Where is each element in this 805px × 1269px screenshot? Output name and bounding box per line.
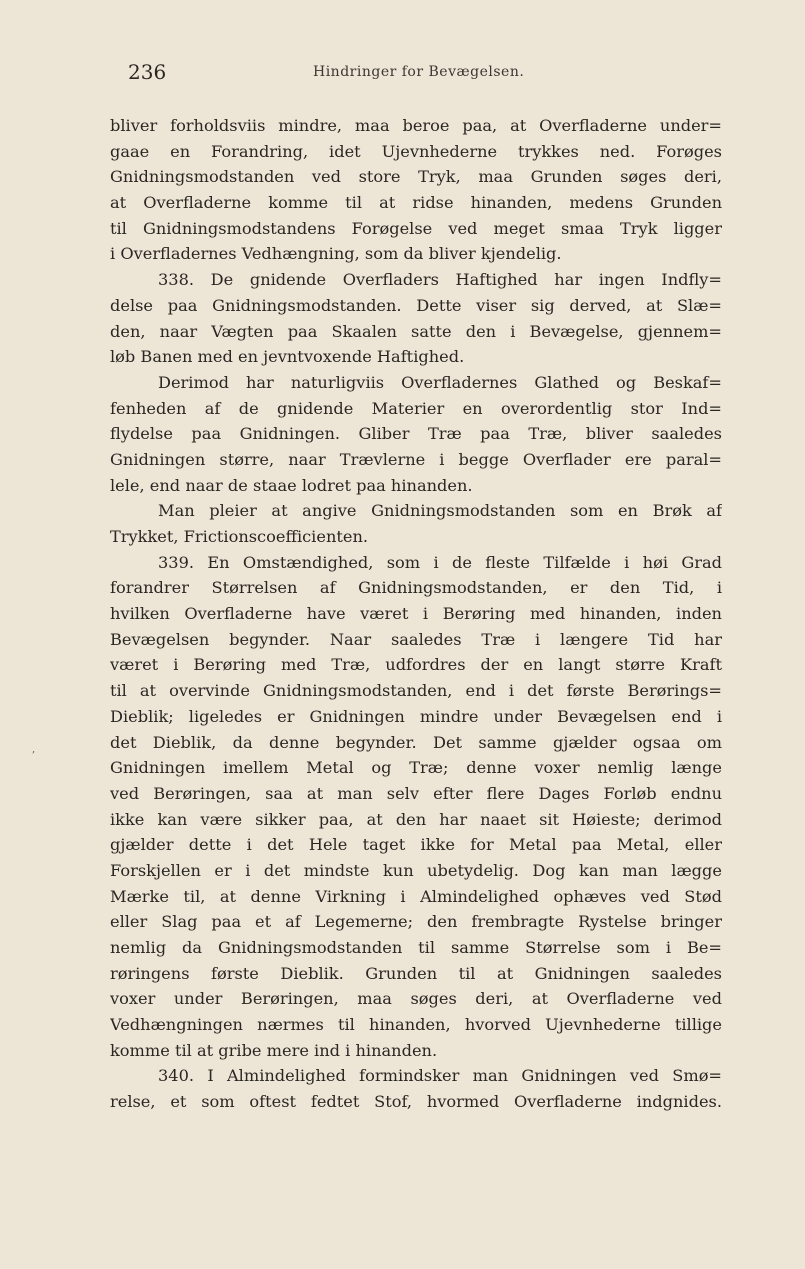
text-line: ved Berøringen, saa at man selv efter flere Dages Forløb endnu bbox=[110, 783, 722, 803]
page-number: 236 bbox=[128, 60, 167, 84]
text-line: komme til at gribe mere ind i hinanden. bbox=[110, 1040, 438, 1060]
text-line: Gnidningen imellem Metal og Træ; denne voxer nemlig længe bbox=[110, 758, 722, 778]
text-line: delse paa Gnidningsmodstanden. Dette viser sig derved, at Slæ= bbox=[110, 295, 722, 315]
text-line: Gnidningen større, naar Trævlerne i begge Overflader ere paral= bbox=[110, 449, 722, 469]
text-line: at Overfladerne komme til at ridse hinanden, medens Grunden bbox=[110, 193, 722, 213]
text-line: Mærke til, at denne Virkning i Almindelighed ophæves ved Stød bbox=[110, 886, 722, 906]
text-line: Forskjellen er i det mindste kun ubetydelig. Dog kan man lægge bbox=[110, 860, 722, 880]
text-line: til at overvinde Gnidningsmodstanden, end i det første Berørings= bbox=[110, 681, 722, 701]
text-line: Trykket, Frictionscoefficienten. bbox=[110, 527, 369, 546]
text-line: nemlig da Gnidningsmodstanden til samme Størrelse som i Be= bbox=[110, 938, 722, 957]
body-text bbox=[110, 113, 722, 1115]
text-line: voxer under Berøringen, maa søges deri, at Overfladerne ved bbox=[110, 989, 722, 1009]
text-line: løb Banen med en jevntvoxende Haftighed. bbox=[110, 347, 465, 367]
text-line: hvilken Overfladerne have været i Berøring med hinanden, inden bbox=[110, 604, 722, 624]
text-line: eller Slag paa et af Legemerne; den frembragte Rystelse bringer bbox=[110, 912, 722, 932]
text-line: 340. I Almindelighed formindsker man Gnidningen ved Smø= bbox=[158, 1066, 722, 1086]
text-line: forandrer Størrelsen af Gnidningsmodstanden, er den Tid, i bbox=[110, 578, 722, 598]
page-header bbox=[128, 60, 728, 88]
text-line: været i Berøring med Træ, udfordres der en langt større Kraft bbox=[110, 655, 722, 675]
text-line: den, naar Vægten paa Skaalen satte den i Bevægelse, gjennem= bbox=[110, 321, 722, 341]
text-line: 338. De gnidende Overfladers Haftighed har ingen Indfly= bbox=[158, 270, 722, 290]
text-line: flydelse paa Gnidningen. Gliber Træ paa Træ, bliver saaledes bbox=[110, 424, 722, 444]
text-line: lele, end naar de staae lodret paa hinanden. bbox=[110, 475, 473, 495]
text-line: ikke kan være sikker paa, at den har naaet sit Høieste; derimod bbox=[110, 809, 722, 829]
text-line: røringens første Dieblik. Grunden til at Gnidningen saaledes bbox=[110, 963, 722, 983]
text-line: Gnidningsmodstanden ved store Tryk, maa Grunden søges deri, bbox=[110, 167, 722, 187]
text-line: gaae en Forandring, idet Ujevnhederne trykkes ned. Forøges bbox=[110, 141, 722, 161]
text-line: 339. En Omstændighed, som i de fleste Tilfælde i høi Grad bbox=[158, 552, 722, 572]
running-title: Hindringer for Bevægelsen. bbox=[313, 64, 525, 80]
text-line: bliver forholdsviis mindre, maa beroe paa, at Overfladerne under= bbox=[110, 116, 722, 135]
text-line: fenheden af de gnidende Materier en overordentlig stor Ind= bbox=[110, 398, 722, 418]
text-line: Man pleier at angive Gnidningsmodstanden som en Brøk af bbox=[158, 501, 722, 521]
text-line: relse, et som oftest fedtet Stof, hvormed Overfladerne indgnides. bbox=[110, 1092, 722, 1112]
text-line: til Gnidningsmodstandens Forøgelse ved meget smaa Tryk ligger bbox=[110, 218, 722, 238]
text-line: Bevægelsen begynder. Naar saaledes Træ i længere Tid har bbox=[110, 629, 722, 649]
text-line: Vedhængningen nærmes til hinanden, hvorved Ujevnhederne tillige bbox=[110, 1015, 722, 1035]
text-line: Dieblik; ligeledes er Gnidningen mindre under Bevægelsen end i bbox=[110, 706, 722, 726]
text-line: Derimod har naturligviis Overfladernes Glathed og Beskaf= bbox=[158, 372, 722, 392]
text-line: i Overfladernes Vedhængning, som da bliver kjendelig. bbox=[110, 244, 562, 264]
text-line: gjælder dette i det Hele taget ikke for Metal paa Metal, eller bbox=[110, 835, 722, 855]
text-line: det Dieblik, da denne begynder. Det samme gjælder ogsaa om bbox=[110, 732, 722, 752]
margin-speck-mark: , bbox=[32, 744, 36, 755]
